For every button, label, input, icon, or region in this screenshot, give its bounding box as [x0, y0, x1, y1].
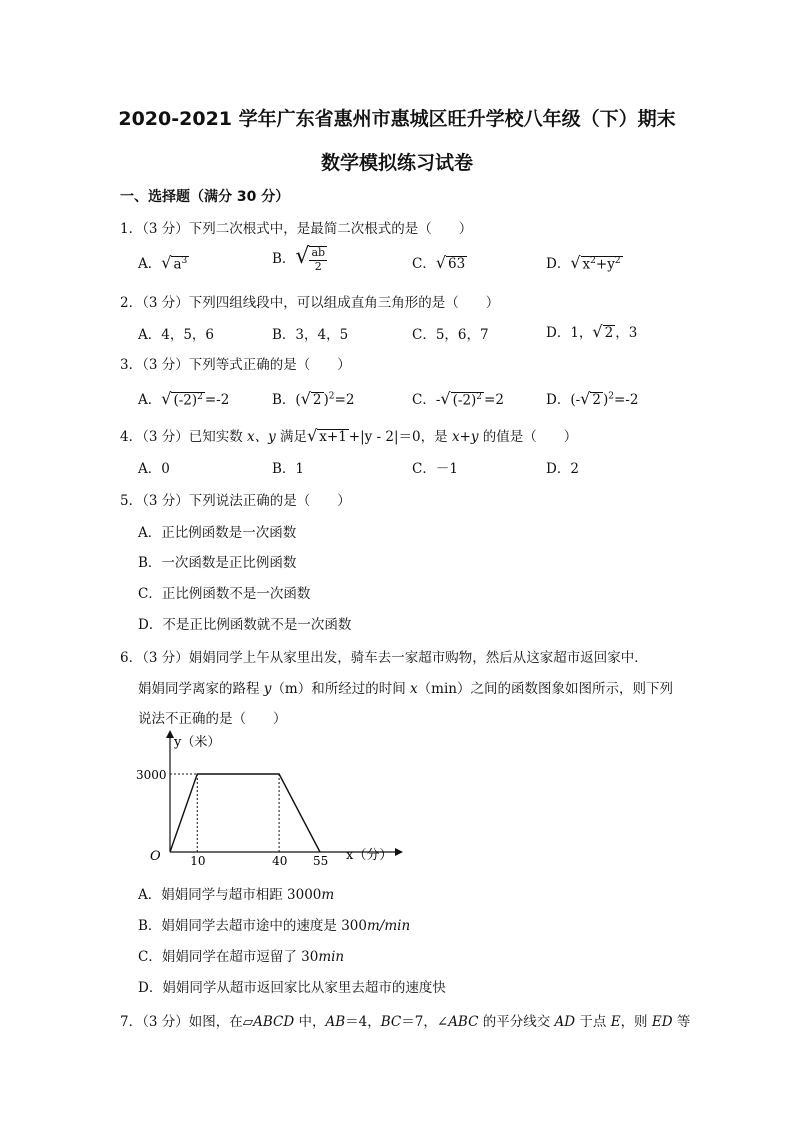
question-3-option-c: C．-√ $(-2)^2 =2$ — [412, 389, 504, 408]
question-4-option-d: D．2 — [546, 461, 579, 477]
question-6-line2: 娟娟同学离家的路程 y（m）和所经过的时间 x（min）之间的函数图象如图所示，则下列 — [138, 681, 673, 697]
question-5-option-b: B．一次函数是正比例函数 — [138, 555, 297, 571]
question-3-stem: 3．（3 分）下列等式正确的是（ ） — [120, 357, 351, 373]
question-4-option-b: B．1 — [272, 461, 305, 477]
question-2-option-c: C．5，6，7 — [412, 327, 489, 343]
section-heading: 一、选择题（满分 30 分） — [120, 189, 290, 205]
question-1-option-d: D．√ $x^2+y^2$ — [546, 253, 621, 272]
question-6-option-b: B．娟娟同学去超市途中的速度是 300m/min — [138, 918, 411, 934]
question-2-option-a: A．4，5，6 — [138, 327, 215, 343]
distance-line — [170, 774, 320, 852]
question-4-stem: 4．（3 分）已知实数 x、y 满足√ x+1 +|y - 2|＝0，是 x+y 的值是（ ） — [120, 426, 578, 445]
question-4-option-a: A．0 — [138, 461, 170, 477]
origin-label: O — [150, 849, 161, 864]
question-1-stem: 1．（3 分）下列二次根式中，是最简二次根式的是（ ） — [120, 221, 473, 237]
question-2-option-b: B．3，4，5 — [272, 327, 349, 343]
doc-title-line1: 2020-2021 学年广东省惠州市惠城区旺升学校八年级（下）期末 — [118, 108, 676, 130]
question-3-option-b: B．(√ 2 )$^2$=2 — [272, 389, 355, 408]
question-6-option-d: D．娟娟同学从超市返回家比从家里去超市的速度快 — [138, 980, 446, 996]
y-axis-label: y（米） — [174, 735, 221, 750]
question-4-option-c: C．－1 — [412, 461, 458, 477]
question-1-option-b: B．√ $\frac{ab}{2}$ — [272, 244, 326, 273]
question-6-line3: 说法不正确的是（ ） — [138, 711, 287, 727]
x-tick-label: 55 — [313, 854, 329, 868]
question-3-option-a: A．√ $(-2)^2 =-2$ — [138, 389, 230, 408]
x-tick-label: 10 — [190, 854, 206, 868]
question-5-option-c: C．正比例函数不是一次函数 — [138, 586, 311, 602]
x-axis-label: x（分） — [346, 848, 393, 863]
question-7-line1: 7．（3 分）如图，在▱ABCD 中，AB＝4，BC＝7，∠ABC 的平分线交 AD 于点 E，则 ED 等 — [120, 1014, 691, 1030]
y-axis-arrow-icon — [166, 730, 174, 738]
doc-title-line2: 数学模拟练习试卷 — [320, 152, 473, 174]
y-tick-3000: 3000 — [136, 768, 167, 782]
question-6-option-a: A．娟娟同学与超市相距 3000m — [138, 887, 335, 903]
question-5-option-a: A．正比例函数是一次函数 — [138, 525, 297, 541]
question-5-option-d: D．不是正比例函数就不是一次函数 — [138, 617, 352, 633]
question-6-option-c: C．娟娟同学在超市逗留了 30min — [138, 949, 345, 965]
question-1-option-a: A．√ $a^3$ — [138, 253, 188, 272]
question-1-option-c: C．√ 63 — [412, 253, 466, 272]
question-2-option-d: D．1，√ 2 ，3 — [546, 322, 638, 341]
x-tick-label: 40 — [272, 854, 288, 868]
question-6-line1: 6．（3 分）娟娟同学上午从家里出发，骑车去一家超市购物，然后从这家超市返回家中． — [120, 650, 648, 666]
question-3-option-d: D．(-√ 2 )$^2$=-2 — [546, 389, 639, 408]
question-5-stem: 5．（3 分）下列说法正确的是（ ） — [120, 493, 351, 509]
question-2-stem: 2．（3 分）下列四组线段中，可以组成直角三角形的是（ ） — [120, 295, 500, 311]
distance-time-graph — [130, 728, 410, 868]
x-axis-arrow-icon — [395, 848, 403, 856]
